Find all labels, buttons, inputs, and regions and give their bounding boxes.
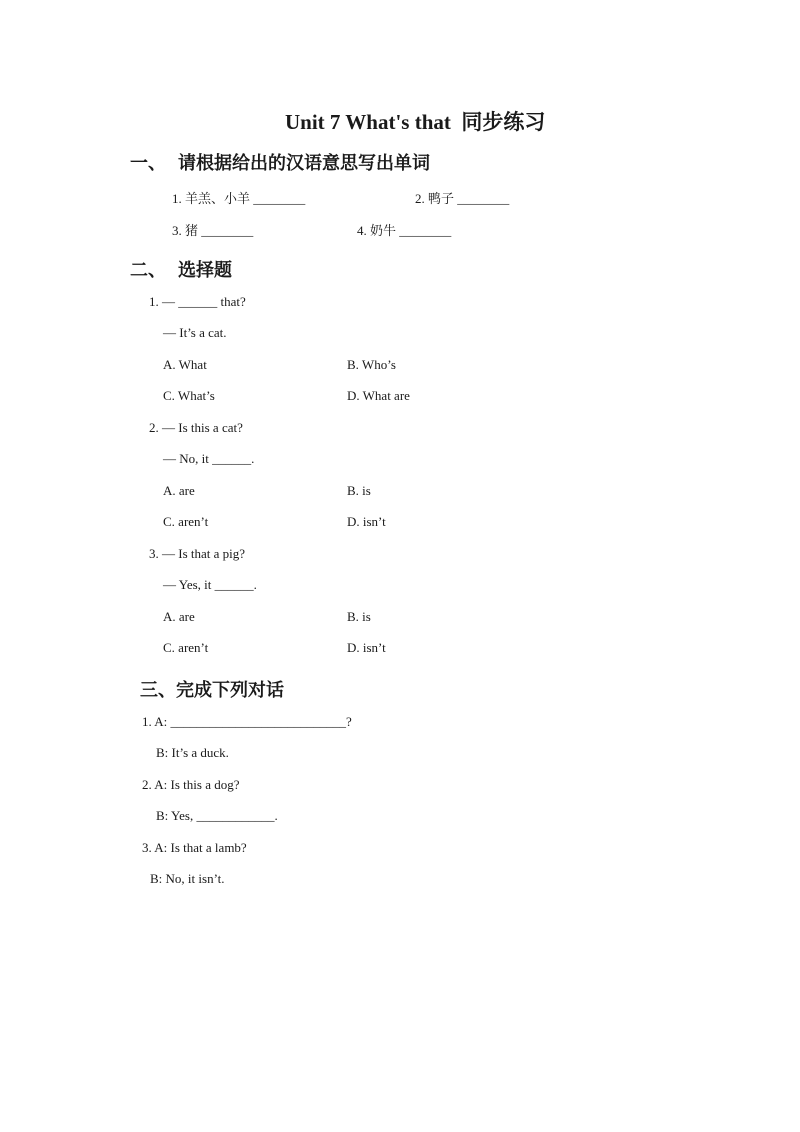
s2-q2-answer: — No, it ______. (163, 451, 255, 466)
s2-q3-option-c: C. aren’t (163, 640, 209, 655)
s2-q1-option-d: D. What are (347, 388, 410, 403)
s2-q1-answer: — It’s a cat. (163, 325, 227, 340)
s2-q2-option-c: C. aren’t (163, 514, 209, 529)
s2-q3-option-b: B. is (347, 609, 371, 624)
section-1-heading: 请根据给出的汉语意思写出单词 (178, 153, 430, 173)
section-2-heading: 选择题 (178, 260, 232, 280)
s2-q2-option-b: B. is (347, 483, 371, 498)
s1-item-3: 3. 猪 ________ (172, 223, 254, 238)
section-1-number: 一、 (130, 153, 166, 173)
section-2-number: 二、 (130, 260, 166, 280)
s3-line-4: B: Yes, ____________. (156, 808, 278, 823)
s1-item-4: 4. 奶牛 ________ (357, 223, 452, 238)
s2-q2-option-d: D. isn’t (347, 514, 386, 529)
s2-q1-option-a: A. What (163, 357, 207, 372)
s3-line-2: B: It’s a duck. (156, 745, 229, 760)
s2-q3-answer: — Yes, it ______. (163, 577, 257, 592)
section-3-heading: 三、完成下列对话 (140, 680, 284, 700)
s1-item-2: 2. 鸭子 ________ (415, 191, 510, 206)
s2-q1-question: 1. — ______ that? (149, 294, 246, 309)
s2-q3-option-a: A. are (163, 609, 195, 624)
s2-q1-option-b: B. Who’s (347, 357, 396, 372)
s2-q1-option-c: C. What’s (163, 388, 215, 403)
s3-line-6: B: No, it isn’t. (150, 871, 225, 886)
s2-q2-option-a: A. are (163, 483, 195, 498)
s2-q3-option-d: D. isn’t (347, 640, 386, 655)
s2-q2-question: 2. — Is this a cat? (149, 420, 243, 435)
s3-line-3: 2. A: Is this a dog? (142, 777, 240, 792)
s3-line-1: 1. A: ___________________________? (142, 714, 352, 729)
s1-item-1: 1. 羊羔、小羊 ________ (172, 191, 306, 206)
page-title: Unit 7 What's that 同步练习 (285, 110, 546, 134)
s3-line-5: 3. A: Is that a lamb? (142, 840, 247, 855)
s2-q3-question: 3. — Is that a pig? (149, 546, 246, 561)
